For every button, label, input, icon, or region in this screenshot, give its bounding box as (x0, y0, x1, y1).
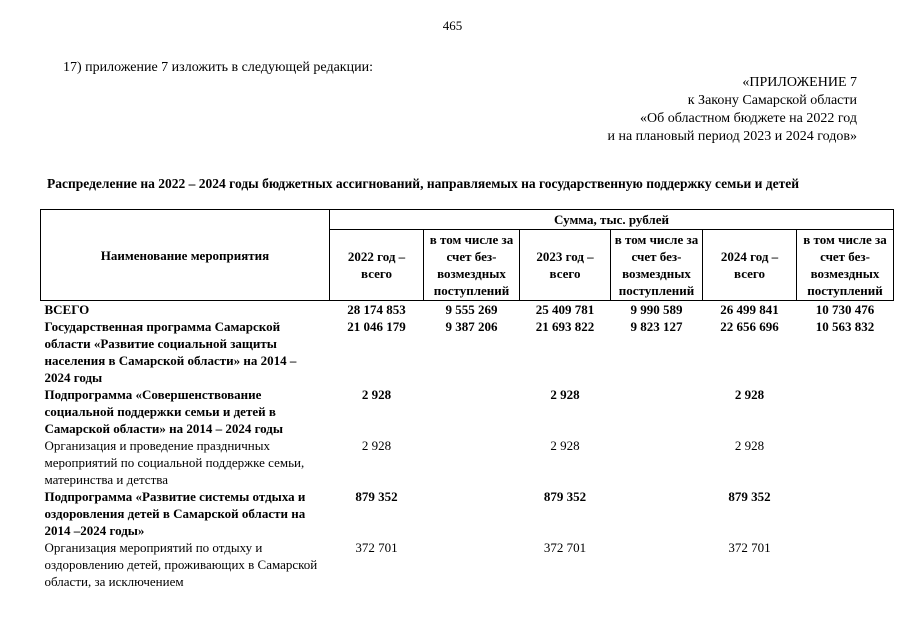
row-name: ВСЕГО (44, 302, 90, 317)
table-row (41, 301, 894, 319)
page-number: 465 (442, 18, 463, 33)
cell-value (611, 488, 703, 539)
cell-value (797, 437, 894, 488)
row-name: Подпрограмма «Совершенствование социальной поддержки семьи и детей в Самарской области» на 2014 – 2024 годы (44, 387, 284, 436)
cell-value: 9 990 589 (630, 302, 683, 317)
header-col-2023-total: 2023 год – всего (520, 230, 611, 301)
table-row (41, 488, 894, 539)
appendix-heading (607, 74, 857, 146)
appendix-line-4: и на плановый период 2023 и 2024 годов» (607, 129, 857, 144)
cell-value: 22 656 696 (720, 319, 779, 334)
row-name: Организация и проведение праздничных мероприятий по социальной поддержке семьи, материнства и детства (44, 438, 305, 487)
cell-value: 10 730 476 (815, 302, 875, 317)
appendix-line-1: «ПРИЛОЖЕНИЕ 7 (742, 75, 857, 90)
cell-value (797, 539, 894, 590)
cell-value: 372 701 (355, 540, 398, 555)
cell-value (797, 488, 894, 539)
cell-value: 2 928 (361, 438, 392, 453)
cell-value: 372 701 (728, 540, 771, 555)
row-name: Подпрограмма «Развитие системы отдыха и оздоровления детей в Самарской области на 2014 –2024 годы» (44, 489, 306, 538)
table-row (41, 539, 894, 590)
table-row (41, 437, 894, 488)
cell-value: 9 555 269 (445, 302, 498, 317)
cell-value (611, 539, 703, 590)
cell-value: 372 701 (543, 540, 587, 555)
header-col-2023-gratuitous: в том числе за счет без-возмездных поступлений (611, 230, 703, 301)
cell-value: 879 352 (543, 489, 587, 504)
header-col-2024-gratuitous: в том числе за счет без-возмездных поступлений (797, 230, 894, 301)
cell-value: 21 046 179 (347, 319, 406, 334)
header-col-2024-total: 2024 год – всего (703, 230, 797, 301)
header-event-name: Наименование мероприятия (41, 210, 330, 301)
cell-value (424, 539, 520, 590)
row-name: Организация мероприятий по отдыху и оздоровлению детей, проживающих в Самарской области, за исключением (44, 540, 318, 589)
appendix-line-3: «Об областном бюджете на 2022 год (640, 111, 857, 126)
header-sum: Сумма, тыс. рублей (330, 210, 894, 230)
row-name: Государственная программа Самарской области «Развитие социальной защиты населения в Самарской области» на 2014 – 2024 годы (44, 319, 297, 385)
cell-value: 879 352 (728, 489, 771, 504)
cell-value: 2 928 (734, 387, 765, 402)
cell-value: 2 928 (550, 438, 580, 453)
cell-value: 2 928 (550, 387, 580, 402)
cell-value: 9 387 206 (445, 319, 498, 334)
cell-value (424, 437, 520, 488)
amendment-instruction: 17) приложение 7 изложить в следующей редакции: (63, 60, 373, 75)
cell-value (611, 437, 703, 488)
header-col-2022-total: 2022 год – всего (330, 230, 424, 301)
appendix-line-2: к Закону Самарской области (687, 93, 857, 108)
cell-value (797, 386, 894, 437)
table-row (41, 318, 894, 386)
cell-value (424, 488, 520, 539)
header-col-2022-gratuitous: в том числе за счет без-возмездных поступлений (424, 230, 520, 301)
budget-table (40, 209, 894, 590)
cell-value: 26 499 841 (720, 302, 779, 317)
cell-value: 2 928 (361, 387, 392, 402)
cell-value: 21 693 822 (535, 319, 595, 334)
cell-value: 2 928 (734, 438, 765, 453)
cell-value: 28 174 853 (347, 302, 406, 317)
document-title: Распределение на 2022 – 2024 годы бюджетных ассигнований, направляемых на государственную поддержку семьи и детей (47, 176, 800, 191)
cell-value: 10 563 832 (815, 319, 875, 334)
cell-value (611, 386, 703, 437)
table-row (41, 386, 894, 437)
cell-value: 879 352 (355, 489, 398, 504)
cell-value: 25 409 781 (535, 302, 595, 317)
cell-value: 9 823 127 (630, 319, 683, 334)
cell-value (424, 386, 520, 437)
